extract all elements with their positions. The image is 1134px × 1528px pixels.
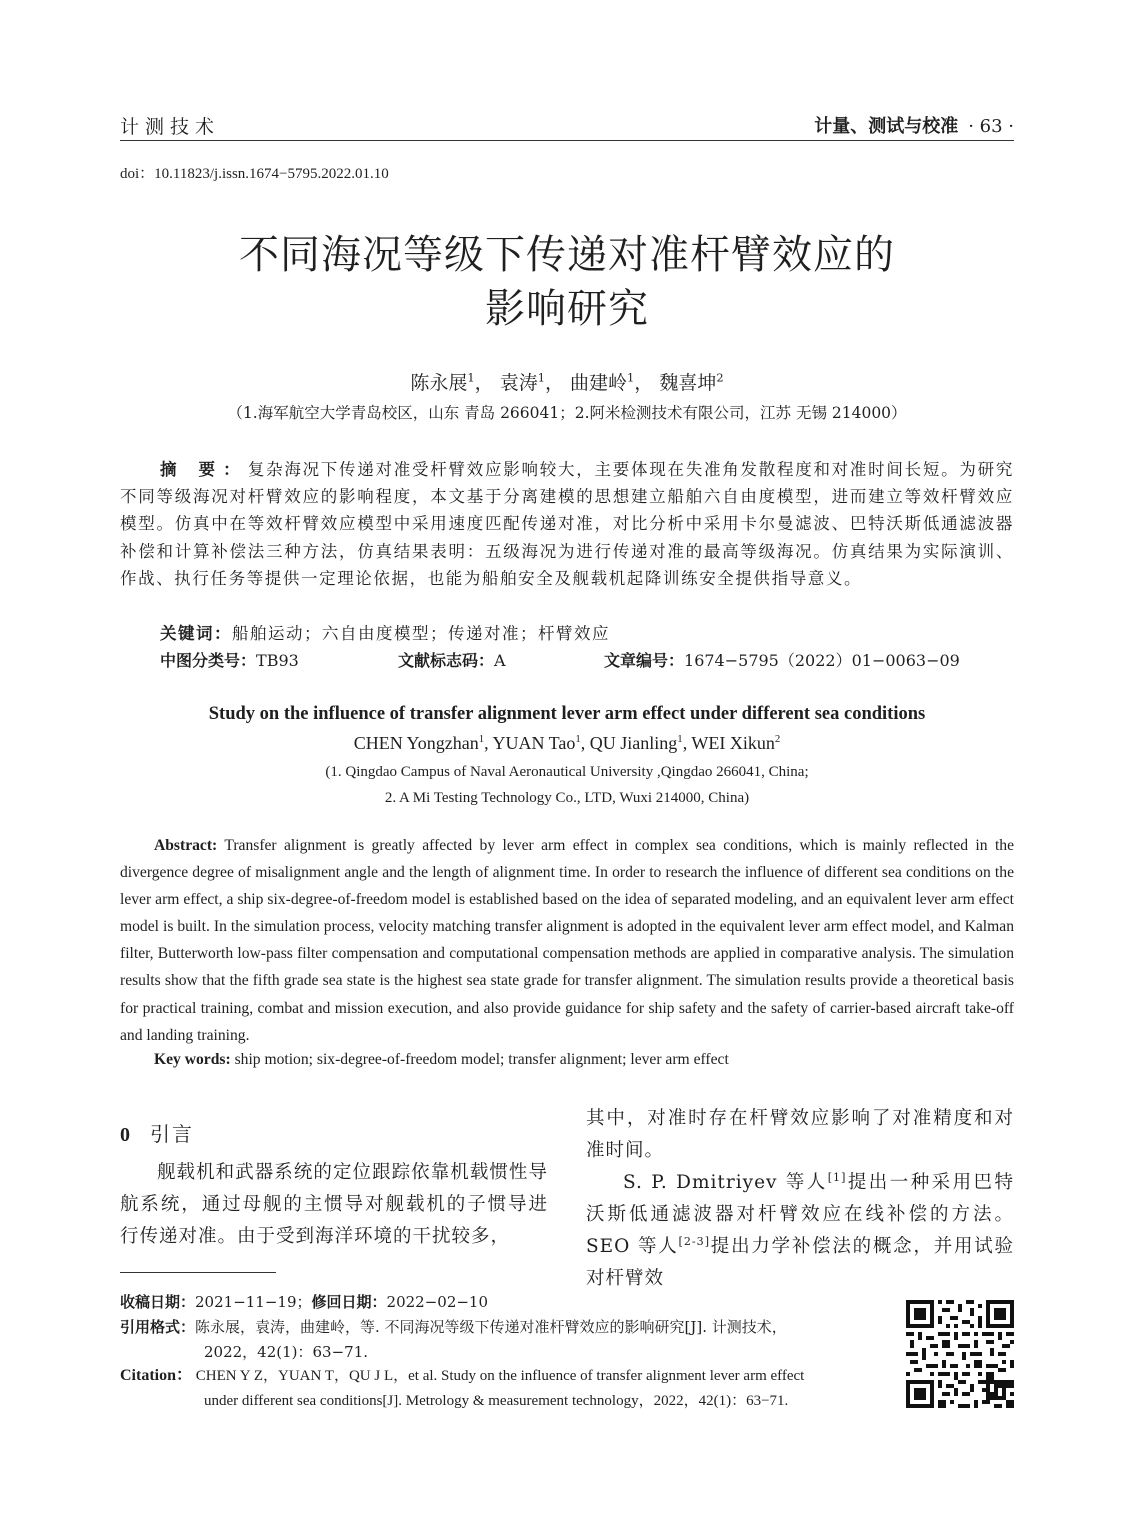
keywords-cn bbox=[160, 620, 610, 644]
body-paragraph: S. P. Dmitriyev 等人[1]提出一种采用巴特沃斯低通滤波器对杆臂效应在线补偿的方法。SEO 等人[2-3]提出力学补偿法的概念，并用试验对杆臂效 bbox=[586, 1170, 1014, 1289]
keywords-en bbox=[154, 1051, 729, 1069]
footnote-rule bbox=[120, 1272, 276, 1273]
title-line-1: 不同海况等级下传递对准杆臂效应的 bbox=[239, 232, 895, 278]
citation-format-cn: 引用格式：陈永展，袁涛，曲建岭，等. 不同海况等级下传递对准杆臂效应的影响研究[J]. 计测技术， 2022，42(1)：63−71. bbox=[120, 1318, 787, 1361]
affiliation-cn: （1.海军航空大学青岛校区，山东 青岛 266041；2.阿米检测技术有限公司，江苏 无锡 214000） bbox=[227, 404, 907, 422]
abstract-en bbox=[120, 832, 1014, 1049]
paper-title-cn bbox=[120, 228, 1014, 336]
abstract-cn bbox=[120, 456, 1014, 592]
body-paragraph: 舰载机和武器系统的定位跟踪依靠机载惯性导航系统，通过母舰的主惯导对舰载机的子惯导进行传递对准。由于受到海洋环境的干扰较多， bbox=[120, 1162, 548, 1247]
section-title: 引言 bbox=[150, 1122, 194, 1146]
author-en: WEI Xikun bbox=[691, 733, 775, 753]
keywords-cn-text: 船舶运动；六自由度模型；传递对准；杆臂效应 bbox=[232, 624, 610, 643]
keywords-en-text: ship motion; six-degree-of-freedom model; transfer alignment; lever arm effect bbox=[234, 1051, 729, 1068]
journal-name: 计测技术 bbox=[120, 116, 221, 138]
clc-number: 中图分类号：TB93 bbox=[160, 651, 299, 670]
paper-title-en: Study on the influence of transfer alignment lever arm effect under different sea conditions bbox=[208, 704, 926, 724]
author-en: YUAN Tao bbox=[492, 733, 576, 753]
abstract-en-label: Abstract: bbox=[154, 837, 218, 854]
document-code: 文献标志码：A bbox=[398, 651, 506, 670]
abstract-cn-label: 摘 要： bbox=[160, 460, 248, 479]
title-line-2: 影响研究 bbox=[485, 286, 649, 332]
author-cn: 陈永展 bbox=[410, 372, 468, 394]
qr-code-icon bbox=[906, 1300, 1014, 1408]
article-number: 文章编号：1674−5795（2022）01−0063−09 bbox=[604, 651, 960, 670]
keywords-cn-label: 关键词： bbox=[160, 624, 232, 643]
author-en: CHEN Yongzhan bbox=[353, 733, 479, 753]
section-heading bbox=[120, 1118, 548, 1151]
author-cn: 魏喜坤 bbox=[659, 372, 717, 394]
abstract-en-text: Transfer alignment is greatly affected by lever arm effect in complex sea conditions, which is mainly reflected in the divergence degree of misalignment angle and the length of alignment time. In order to research the influence of different sea conditions on the lever arm effect, a ship six-degree-of-freedom model is established based on the idea of separated modeling, and an equivalent lever arm effect model is built. In the simulation process, velocity matching transfer alignment is adopted in the equivalent lever arm effect model, and Kalman filter, Butterworth low-pass filter compensation and computational compensation methods are applied in comparative analysis. The simulation results show that the fifth grade sea state is the highest sea state grade for transfer alignment. The simulation results provide a theoretical basis for practical training, combat and mission execution, and also provide guidance for ship safety and the safety of carrier-based aircraft take-off and landing training. bbox=[120, 837, 1015, 1044]
header-right bbox=[814, 112, 1014, 138]
doi: doi：10.11823/j.issn.1674−5795.2022.01.10 bbox=[120, 166, 389, 182]
keywords-en-label: Key words: bbox=[154, 1051, 231, 1068]
body-paragraph-continued: 其中，对准时存在杆臂效应影响了对准精度和对准时间。 bbox=[586, 1108, 1014, 1161]
abstract-cn-text: 复杂海况下传递对准受杆臂效应影响较大，主要体现在失准角发散程度和对准时间长短。为研究不同等级海况对杆臂效应的影响程度，本文基于分离建模的思想建立船舶六自由度模型，进而建立等效杆臂效应模型。仿真中在等效杆臂效应模型中采用速度匹配传递对准，对比分析中采用卡尔曼滤波、巴特沃斯低通滤波器补偿和计算补偿法三种方法，仿真结果表明：五级海况为进行传递对准的最高等级海况。仿真结果为实际演训、作战、执行任务等提供一定理论依据，也能为船舶安全及舰载机起降训练安全提供指导意义。 bbox=[120, 460, 1014, 588]
body-left-column bbox=[120, 1118, 548, 1253]
authors-cn: 陈永展$^1$， 袁涛$^1$， 曲建岭$^1$， 魏喜坤$^2$ bbox=[410, 370, 724, 394]
section-number: 0 bbox=[120, 1124, 132, 1146]
author-en: QU Jianling bbox=[589, 733, 678, 753]
received-dates: 收稿日期：2021−11−19；修回日期：2022−02−10 bbox=[120, 1293, 489, 1311]
citation-ref: [1] bbox=[827, 1170, 847, 1184]
author-cn: 袁涛 bbox=[499, 372, 538, 394]
affiliation-en-line-1: (1. Qingdao Campus of Naval Aeronautical University ,Qingdao 266041, China; bbox=[325, 764, 809, 780]
authors-en: CHEN Yongzhan$^1$, YUAN Tao$^1$, QU Jianling$^1$, WEI Xikun$^2$ bbox=[353, 733, 781, 753]
affiliation-en-line-2: 2. A Mi Testing Technology Co., LTD, Wuxi 214000, China) bbox=[384, 790, 750, 806]
header-rule bbox=[120, 140, 1014, 141]
page-number: · 63 · bbox=[968, 116, 1014, 137]
section-name: 计量、测试与校准 bbox=[814, 116, 959, 137]
citation-ref: [2-3] bbox=[678, 1234, 711, 1248]
body-right-column bbox=[586, 1103, 1014, 1295]
citation-format-en: Citation： CHEN Y Z，YUAN T，QU J L，et al. Study on the influence of transfer alignment lever arm effect under different sea conditions[J]. Metrology & measurement technology，2022，42(1)：63−71. bbox=[120, 1367, 805, 1409]
author-cn: 曲建岭 bbox=[570, 372, 628, 394]
